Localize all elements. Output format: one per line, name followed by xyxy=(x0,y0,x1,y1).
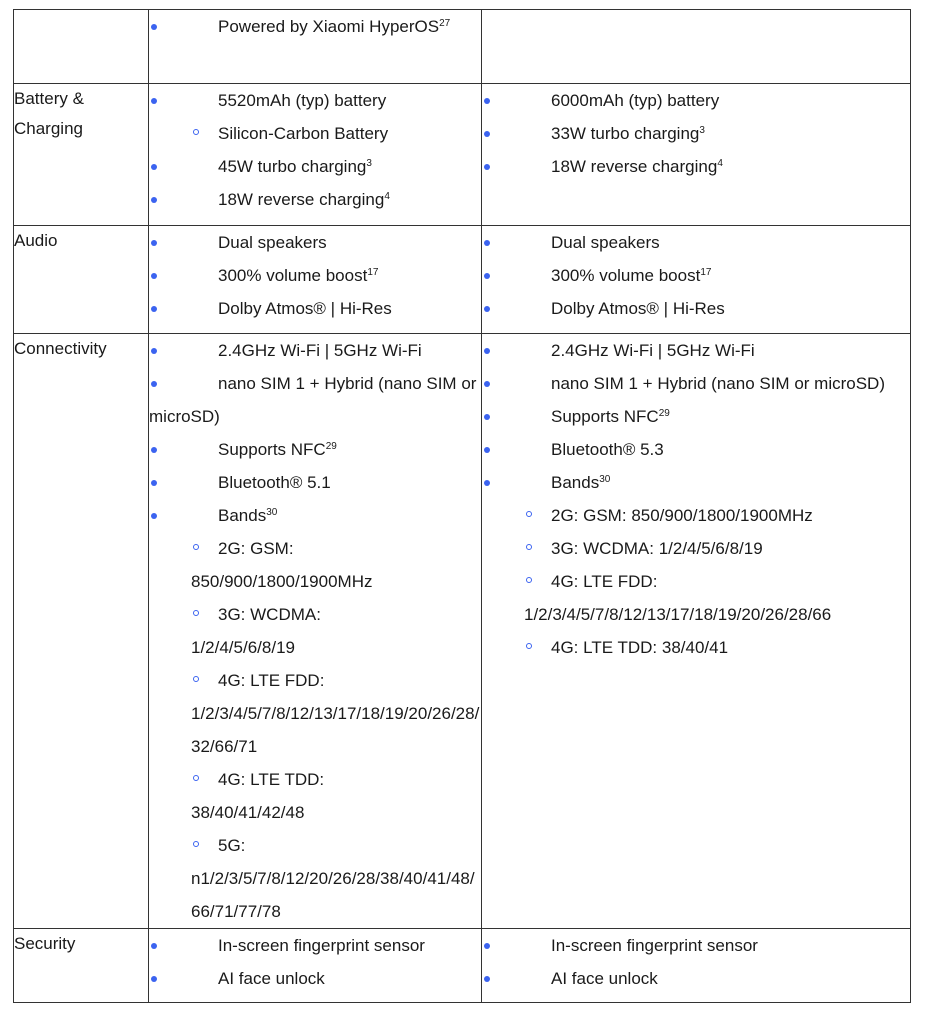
band-item xyxy=(149,532,481,598)
phone-a-cell xyxy=(149,10,482,84)
list-item xyxy=(149,334,481,367)
list-item xyxy=(149,367,481,433)
band-item xyxy=(149,664,481,763)
item-text: 5520mAh (typ) battery xyxy=(218,91,387,110)
spec-category-label: Security xyxy=(14,929,149,1003)
band-item xyxy=(482,565,910,631)
band-name: 4G: LTE FDD: xyxy=(218,671,325,690)
phone-a-cell xyxy=(149,929,482,1003)
list-item xyxy=(482,929,910,962)
footnote-ref: 4 xyxy=(384,191,390,202)
hollow-circle-icon xyxy=(193,841,199,847)
spec-category-label xyxy=(14,10,149,84)
item-text: nano SIM 1 + Hybrid (nano SIM or microSD) xyxy=(149,374,477,426)
item-text: Dual speakers xyxy=(218,233,327,252)
bullet-dot-icon xyxy=(484,976,490,982)
item-text: Supports NFC xyxy=(551,407,659,426)
band-name: 4G: LTE TDD: xyxy=(218,770,325,789)
band-item xyxy=(482,532,910,565)
footnote-ref: 29 xyxy=(658,408,670,419)
band-item xyxy=(482,499,910,532)
item-text: 18W reverse charging xyxy=(218,190,385,209)
bullet-dot-icon xyxy=(151,164,157,170)
list-item xyxy=(149,150,481,183)
item-text: Dual speakers xyxy=(551,233,660,252)
item-text: Bands xyxy=(551,473,600,492)
bullet-dot-icon xyxy=(151,943,157,949)
bullet-dot-icon xyxy=(151,306,157,312)
list-item xyxy=(149,929,481,962)
item-text: Supports NFC xyxy=(218,440,326,459)
item-text: Silicon-Carbon Battery xyxy=(218,124,389,143)
bullet-dot-icon xyxy=(151,480,157,486)
bullet-dot-icon xyxy=(151,513,157,519)
list-item xyxy=(482,84,910,117)
bullet-dot-icon xyxy=(484,273,490,279)
bullet-dot-icon xyxy=(151,98,157,104)
footnote-ref: 17 xyxy=(700,267,712,278)
band-name: 3G: WCDMA: xyxy=(551,539,654,558)
spec-row xyxy=(14,10,911,84)
item-text: AI face unlock xyxy=(218,969,325,988)
bullet-dot-icon xyxy=(151,240,157,246)
footnote-ref: 30 xyxy=(599,474,611,485)
list-item xyxy=(149,226,481,259)
band-name: 4G: LTE TDD: xyxy=(551,638,658,657)
item-text: 18W reverse charging xyxy=(551,157,718,176)
bullet-dot-icon xyxy=(484,381,490,387)
list-item xyxy=(482,334,910,367)
item-text: Powered by Xiaomi HyperOS xyxy=(218,17,440,36)
list-item xyxy=(482,433,910,466)
footnote-ref: 29 xyxy=(325,441,337,452)
hollow-circle-icon xyxy=(526,544,532,550)
item-text: 45W turbo charging xyxy=(218,157,367,176)
list-item xyxy=(482,226,910,259)
bullet-dot-icon xyxy=(151,273,157,279)
band-item xyxy=(149,598,481,664)
band-values: 850/900/1800/1900MHz xyxy=(631,506,813,525)
footnote-ref: 27 xyxy=(439,18,451,29)
band-values: 1/2/3/4/5/7/8/12/13/17/18/19/20/26/28/66 xyxy=(524,605,832,624)
footnote-ref: 3 xyxy=(366,158,372,169)
band-name: 2G: GSM: xyxy=(218,539,294,558)
spec-row xyxy=(14,226,911,334)
list-item xyxy=(482,466,910,499)
list-item xyxy=(482,400,910,433)
bullet-dot-icon xyxy=(484,414,490,420)
hollow-circle-icon xyxy=(193,676,199,682)
band-values: 1/2/3/4/5/7/8/12/13/17/18/19/20/26/28/32/66/71 xyxy=(191,704,480,756)
list-item xyxy=(482,259,910,292)
band-name: 4G: LTE FDD: xyxy=(551,572,658,591)
list-item xyxy=(482,117,910,150)
band-values: 38/40/41 xyxy=(661,638,729,657)
list-item xyxy=(482,150,910,183)
phone-b-cell xyxy=(482,334,911,929)
phone-a-cell xyxy=(149,226,482,334)
phone-a-cell xyxy=(149,334,482,929)
phone-b-cell xyxy=(482,226,911,334)
bullet-dot-icon xyxy=(484,164,490,170)
footnote-ref: 17 xyxy=(367,267,379,278)
hollow-circle-icon xyxy=(526,577,532,583)
list-item xyxy=(149,466,481,499)
bullet-dot-icon xyxy=(151,348,157,354)
sub-list-item xyxy=(149,117,481,150)
bullet-dot-icon xyxy=(151,197,157,203)
bullet-dot-icon xyxy=(151,24,157,30)
hollow-circle-icon xyxy=(526,511,532,517)
band-values: 1/2/4/5/6/8/19 xyxy=(658,539,763,558)
band-values: 38/40/41/42/48 xyxy=(191,803,305,822)
list-item xyxy=(149,292,481,325)
hollow-circle-icon xyxy=(193,129,199,135)
spec-comparison-table xyxy=(13,9,911,1003)
band-item xyxy=(149,763,481,829)
band-name: 5G: xyxy=(218,836,246,855)
footnote-ref: 4 xyxy=(717,158,723,169)
phone-a-cell xyxy=(149,84,482,226)
bullet-dot-icon xyxy=(484,240,490,246)
item-text: AI face unlock xyxy=(551,969,658,988)
item-text: 6000mAh (typ) battery xyxy=(551,91,720,110)
item-text: In-screen fingerprint sensor xyxy=(218,936,425,955)
bullet-dot-icon xyxy=(484,98,490,104)
spec-row xyxy=(14,929,911,1003)
band-item xyxy=(482,631,910,664)
list-item xyxy=(149,183,481,216)
list-item xyxy=(149,10,481,43)
list-item xyxy=(149,962,481,995)
item-text: 300% volume boost xyxy=(218,266,368,285)
list-item xyxy=(149,433,481,466)
phone-b-cell xyxy=(482,929,911,1003)
item-text: Bluetooth® 5.1 xyxy=(218,473,331,492)
item-text: In-screen fingerprint sensor xyxy=(551,936,758,955)
item-text: Dolby Atmos® | Hi-Res xyxy=(218,299,392,318)
footnote-ref: 30 xyxy=(266,507,278,518)
item-text: 300% volume boost xyxy=(551,266,701,285)
bullet-dot-icon xyxy=(151,381,157,387)
bullet-dot-icon xyxy=(484,480,490,486)
hollow-circle-icon xyxy=(526,643,532,649)
bullet-dot-icon xyxy=(484,943,490,949)
list-item xyxy=(149,499,481,532)
item-text: Dolby Atmos® | Hi-Res xyxy=(551,299,725,318)
list-item xyxy=(149,84,481,117)
spec-row xyxy=(14,84,911,226)
band-values: n1/2/3/5/7/8/12/20/26/28/38/40/41/48/66/71/77/78 xyxy=(191,869,475,921)
item-text: nano SIM 1 + Hybrid (nano SIM or microSD) xyxy=(551,374,885,393)
item-text: 33W turbo charging xyxy=(551,124,700,143)
bullet-dot-icon xyxy=(484,447,490,453)
band-name: 3G: WCDMA: xyxy=(218,605,321,624)
spec-row xyxy=(14,334,911,929)
hollow-circle-icon xyxy=(193,610,199,616)
band-values: 1/2/4/5/6/8/19 xyxy=(191,638,295,657)
item-text: 2.4GHz Wi-Fi | 5GHz Wi-Fi xyxy=(551,341,755,360)
list-item xyxy=(482,962,910,995)
spec-category-label: Battery & Charging xyxy=(14,84,149,226)
bullet-dot-icon xyxy=(484,306,490,312)
bullet-dot-icon xyxy=(151,447,157,453)
band-item xyxy=(149,829,481,928)
phone-b-cell xyxy=(482,10,911,84)
hollow-circle-icon xyxy=(193,544,199,550)
bullet-dot-icon xyxy=(484,131,490,137)
spec-category-label: Connectivity xyxy=(14,334,149,929)
hollow-circle-icon xyxy=(193,775,199,781)
band-values: 850/900/1800/1900MHz xyxy=(191,572,373,591)
spec-category-label: Audio xyxy=(14,226,149,334)
list-item xyxy=(482,292,910,325)
list-item xyxy=(149,259,481,292)
item-text: Bands xyxy=(218,506,267,525)
footnote-ref: 3 xyxy=(699,125,705,136)
list-item xyxy=(482,367,910,400)
phone-b-cell xyxy=(482,84,911,226)
item-text: Bluetooth® 5.3 xyxy=(551,440,664,459)
item-text: 2.4GHz Wi-Fi | 5GHz Wi-Fi xyxy=(218,341,422,360)
bullet-dot-icon xyxy=(484,348,490,354)
band-name: 2G: GSM: xyxy=(551,506,627,525)
bullet-dot-icon xyxy=(151,976,157,982)
